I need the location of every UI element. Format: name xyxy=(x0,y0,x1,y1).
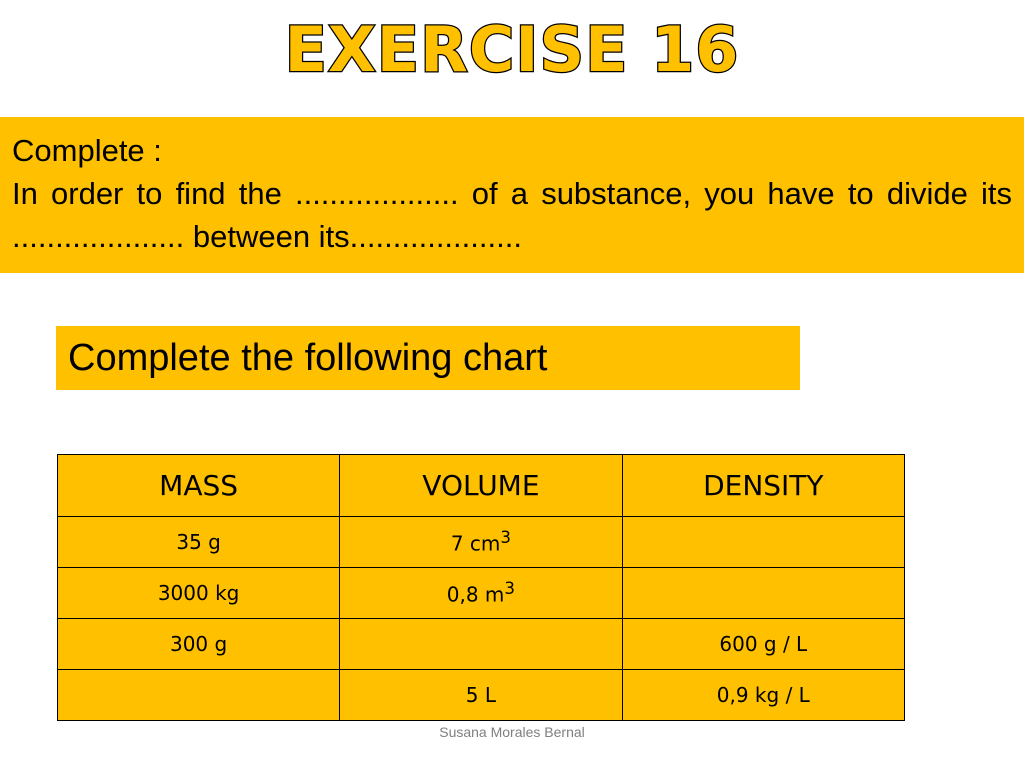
cell-text: 5 L xyxy=(465,683,497,707)
table-cell-mass xyxy=(58,517,340,568)
cell-text: 0,9 kg / L xyxy=(716,683,810,707)
table-header-row xyxy=(58,455,905,517)
density-table xyxy=(57,454,905,721)
chart-prompt: Complete the following chart xyxy=(56,326,800,390)
instruction-text: In order to find the ................... of a substance, you have to divide its .................... between its.................... xyxy=(12,176,1012,254)
header-mass: MASS xyxy=(58,455,340,517)
table-row xyxy=(58,670,905,721)
slide-title: EXERCISE 16 xyxy=(284,13,740,86)
table-cell-mass xyxy=(58,619,340,670)
table-row xyxy=(58,568,905,619)
header-density: DENSITY xyxy=(622,455,904,517)
cell-text: 600 g / L xyxy=(719,632,808,656)
table-cell-density xyxy=(622,517,904,568)
table-cell-volume xyxy=(340,619,622,670)
instruction-box xyxy=(0,117,1024,273)
cell-text: 35 g xyxy=(176,530,221,554)
table-cell-density xyxy=(622,619,904,670)
table-cell-volume xyxy=(340,670,622,721)
header-volume: VOLUME xyxy=(340,455,622,517)
cell-exponent: 3 xyxy=(500,528,511,548)
table-cell-volume xyxy=(340,517,622,568)
footer-credit: Susana Morales Bernal xyxy=(439,724,585,740)
table-cell-volume xyxy=(340,568,622,619)
instruction-heading: Complete : xyxy=(12,133,162,168)
table-row xyxy=(58,619,905,670)
table-row xyxy=(58,517,905,568)
table-cell-density xyxy=(622,670,904,721)
table-cell-mass xyxy=(58,568,340,619)
cell-text: 300 g xyxy=(169,632,228,656)
cell-text: 0,8 m xyxy=(446,582,505,607)
table-cell-density xyxy=(622,568,904,619)
cell-text: 3000 kg xyxy=(157,581,240,605)
cell-exponent: 3 xyxy=(504,579,516,599)
table-cell-mass xyxy=(58,670,340,721)
cell-text: 7 cm xyxy=(450,531,501,556)
